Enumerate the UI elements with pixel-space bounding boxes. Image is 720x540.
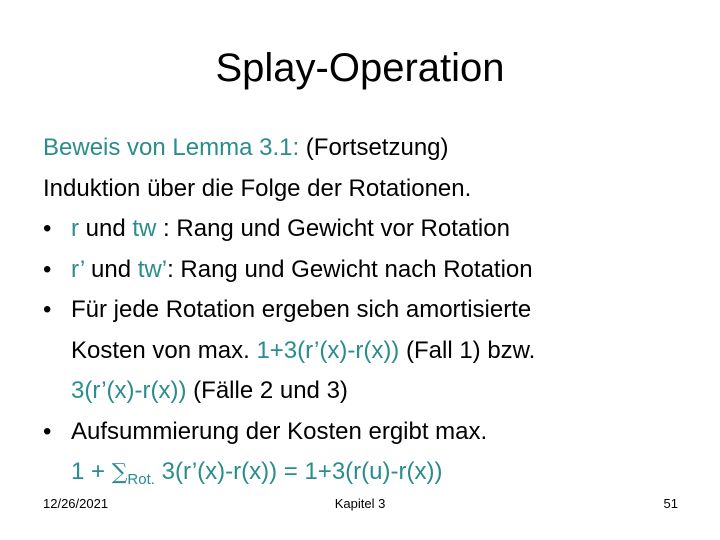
bullet-item-amortized-costs xyxy=(43,290,703,331)
bullet-icon: • xyxy=(43,215,52,242)
amortized-costs-line-3 xyxy=(43,371,703,412)
formula-sum: 3(r’(x)-r(x)) = 1+3(r(u)-r(x)) xyxy=(154,458,443,485)
text-und: und xyxy=(84,255,138,283)
bullet-item-summation xyxy=(43,412,703,453)
summation-formula xyxy=(43,452,703,501)
footer-page-number: 51 xyxy=(663,496,678,511)
lemma-reference: Beweis von Lemma 3.1: xyxy=(43,134,300,161)
amortized-costs-line-2 xyxy=(43,331,703,372)
proof-heading xyxy=(43,128,703,169)
continuation-note: (Fortsetzung) xyxy=(299,134,449,161)
text-rank-weight-after: : Rang und Gewicht nach Rotation xyxy=(167,255,533,283)
text-rank-weight-before: : Rang und Gewicht vor Rotation xyxy=(156,215,510,242)
text-cases-2-3: (Fälle 2 und 3) xyxy=(186,377,348,404)
symbol-tw: tw xyxy=(132,215,157,242)
bullet-item-rank-before xyxy=(43,209,703,250)
induction-line: Induktion über die Folge der Rotationen. xyxy=(43,174,472,202)
sigma-icon: ∑ xyxy=(111,460,128,485)
formula-case-1: 1+3(r’(x)-r(x)) xyxy=(256,336,400,364)
footer-chapter: Kapitel 3 xyxy=(334,496,386,511)
bullet-icon: • xyxy=(43,417,52,445)
bullet-icon: • xyxy=(43,255,52,283)
text-amortized: Für jede Rotation ergeben sich amortisierte xyxy=(71,296,532,323)
symbol-tw-prime: tw’ xyxy=(137,255,168,283)
slide-body xyxy=(43,128,703,501)
bullet-icon: • xyxy=(43,296,52,323)
symbol-r: r xyxy=(71,215,79,242)
footer-date: 12/26/2021 xyxy=(43,496,109,511)
sum-subscript: Rot. xyxy=(127,471,155,488)
slide-title: Splay-Operation xyxy=(215,46,505,90)
text-und: und xyxy=(79,215,133,242)
formula-one-plus: 1 + xyxy=(71,458,112,485)
text-summation: Aufsummierung der Kosten ergibt max. xyxy=(71,417,488,445)
bullet-item-rank-after xyxy=(43,250,703,291)
symbol-r-prime: r’ xyxy=(71,255,85,283)
text-costs-max: Kosten von max. xyxy=(71,336,257,364)
text-case-1: (Fall 1) bzw. xyxy=(399,336,536,364)
formula-cases-2-3: 3(r’(x)-r(x)) xyxy=(71,377,187,404)
